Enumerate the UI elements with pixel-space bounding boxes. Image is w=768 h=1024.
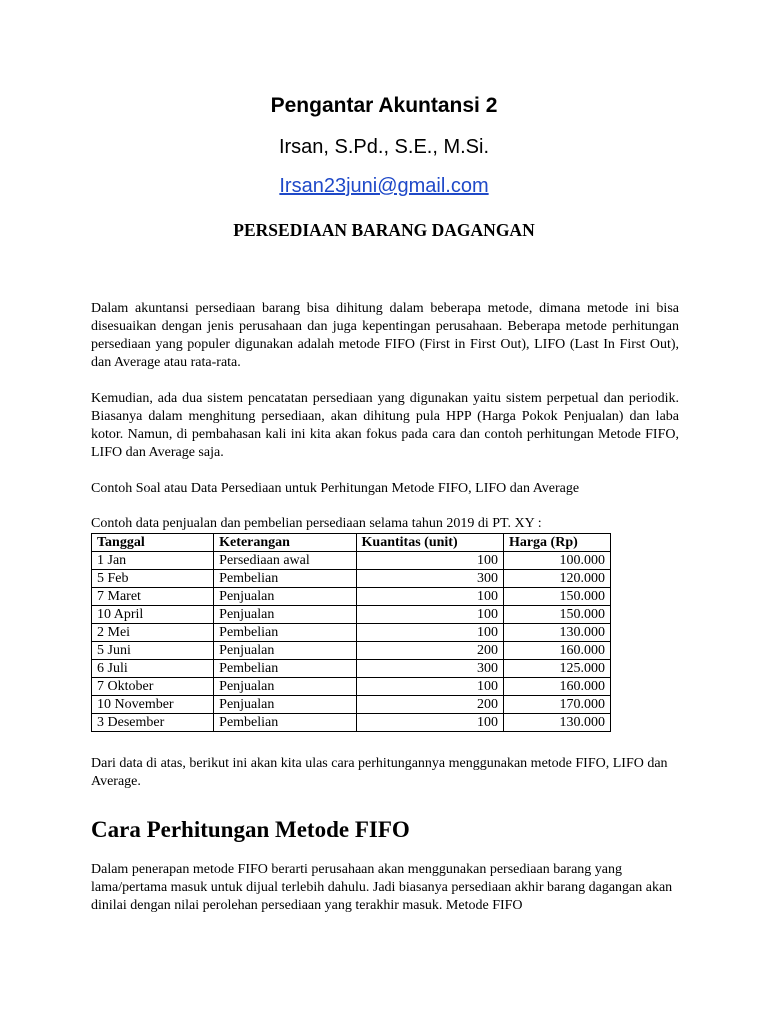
cell-keterangan: Persediaan awal — [214, 552, 356, 570]
cell-keterangan: Penjualan — [214, 696, 356, 714]
column-header-tanggal: Tanggal — [92, 534, 214, 552]
cell-harga: 160.000 — [503, 642, 610, 660]
table-row — [92, 714, 611, 732]
document-title: Pengantar Akuntansi 2 — [270, 94, 498, 117]
cell-kuantitas: 100 — [356, 588, 503, 606]
cell-kuantitas: 200 — [356, 642, 503, 660]
cell-tanggal: 5 Juni — [92, 642, 214, 660]
cell-tanggal: 2 Mei — [92, 624, 214, 642]
table-caption: Contoh data penjualan dan pembelian persediaan selama tahun 2019 di PT. XY : — [91, 516, 542, 531]
table-row — [92, 642, 611, 660]
intro-paragraph: Dalam akuntansi persediaan barang bisa dihitung dalam beberapa metode, dimana metode ini bisa disesuaikan dengan jenis perusahaan dan juga kepentingan perusahaan. Beberapa metode perhitungan persediaan yang populer digunakan adalah metode FIFO (First in First Out), LIFO (Last In First Out), dan Average atau rata-rata. — [91, 301, 679, 370]
cell-harga: 100.000 — [503, 552, 610, 570]
cell-harga: 160.000 — [503, 678, 610, 696]
cell-keterangan: Pembelian — [214, 660, 356, 678]
cell-harga: 130.000 — [503, 624, 610, 642]
cell-harga: 130.000 — [503, 714, 610, 732]
cell-harga: 150.000 — [503, 588, 610, 606]
table-row — [92, 624, 611, 642]
table-row — [92, 570, 611, 588]
cell-keterangan: Pembelian — [214, 570, 356, 588]
column-header-harga: Harga (Rp) — [503, 534, 610, 552]
fifo-paragraph: Dalam penerapan metode FIFO berarti perusahaan akan menggunakan persediaan barang yang lama/pertama masuk untuk dijual terlebih dahulu. Jadi biasanya persediaan akhir barang dagangan akan dinilai dengan nilai perolehan persediaan yang terakhir masuk. Metode FIFO — [91, 862, 673, 913]
column-header-kuantitas: Kuantitas (unit) — [356, 534, 503, 552]
cell-harga: 150.000 — [503, 606, 610, 624]
example-heading-paragraph: Contoh Soal atau Data Persediaan untuk Perhitungan Metode FIFO, LIFO dan Average — [91, 481, 580, 496]
table-header-row — [92, 534, 611, 552]
author-name: Irsan, S.Pd., S.E., M.Si. — [278, 136, 490, 158]
cell-tanggal: 6 Juli — [92, 660, 214, 678]
cell-kuantitas: 100 — [356, 552, 503, 570]
cell-kuantitas: 100 — [356, 714, 503, 732]
table-row — [92, 696, 611, 714]
cell-harga: 120.000 — [503, 570, 610, 588]
fifo-section-heading: Cara Perhitungan Metode FIFO — [91, 817, 410, 842]
author-email-link[interactable]: Irsan23juni@gmail.com — [279, 175, 489, 197]
table-row — [92, 678, 611, 696]
cell-keterangan: Pembelian — [214, 714, 356, 732]
cell-keterangan: Penjualan — [214, 678, 356, 696]
table-row — [92, 606, 611, 624]
cell-tanggal: 5 Feb — [92, 570, 214, 588]
cell-keterangan: Penjualan — [214, 642, 356, 660]
column-header-keterangan: Keterangan — [214, 534, 356, 552]
cell-tanggal: 10 April — [92, 606, 214, 624]
cell-kuantitas: 100 — [356, 678, 503, 696]
systems-paragraph: Kemudian, ada dua sistem pencatatan persediaan yang digunakan yaitu sistem perpetual dan periodik. Biasanya dalam menghitung persediaan, akan dihitung pula HPP (Harga Pokok Penjualan) dan laba kotor. Namun, di pembahasan kali ini kita akan fokus pada cara dan contoh perhitungan Metode FIFO, LIFO dan Average saja. — [91, 391, 679, 460]
cell-kuantitas: 100 — [356, 624, 503, 642]
cell-keterangan: Pembelian — [214, 624, 356, 642]
section-title: PERSEDIAAN BARANG DAGANGAN — [233, 220, 535, 240]
cell-harga: 170.000 — [503, 696, 610, 714]
table-row — [92, 552, 611, 570]
cell-tanggal: 1 Jan — [92, 552, 214, 570]
cell-tanggal: 3 Desember — [92, 714, 214, 732]
table-row — [92, 660, 611, 678]
inventory-table — [91, 533, 611, 732]
cell-tanggal: 7 Oktober — [92, 678, 214, 696]
cell-harga: 125.000 — [503, 660, 610, 678]
cell-tanggal: 10 November — [92, 696, 214, 714]
cell-keterangan: Penjualan — [214, 606, 356, 624]
cell-kuantitas: 300 — [356, 570, 503, 588]
table-row — [92, 588, 611, 606]
after-table-paragraph: Dari data di atas, berikut ini akan kita ulas cara perhitungannya menggunakan metode FIFO, LIFO dan Average. — [91, 756, 668, 789]
cell-kuantitas: 200 — [356, 696, 503, 714]
cell-kuantitas: 100 — [356, 606, 503, 624]
cell-keterangan: Penjualan — [214, 588, 356, 606]
cell-kuantitas: 300 — [356, 660, 503, 678]
cell-tanggal: 7 Maret — [92, 588, 214, 606]
